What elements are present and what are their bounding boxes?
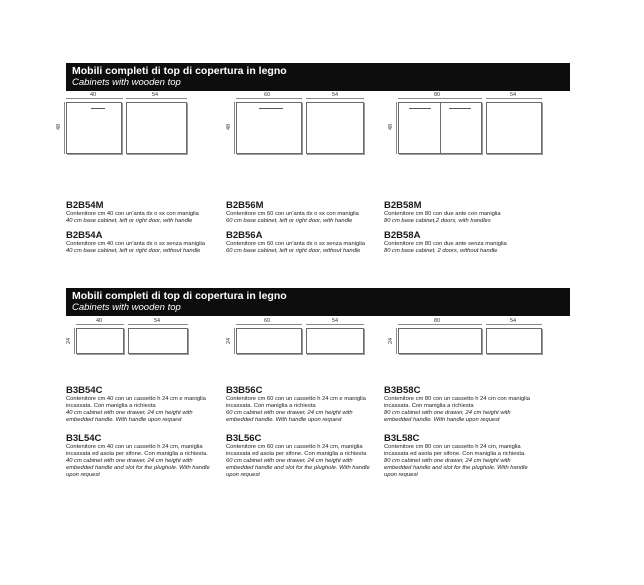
section-subtitle: Cabinets with wooden top xyxy=(72,302,181,313)
product-description-it: Contenitore cm 40 con un cassetto h 24 cm, maniglia incassata ed asola per sifone. Con maniglia a richiesta. xyxy=(66,444,208,457)
product-description-en: 40 cm base cabinet, left or right door, without handle xyxy=(66,248,201,254)
product-entry xyxy=(226,433,376,479)
product-code: B3B56C xyxy=(226,385,263,396)
cabinet-front xyxy=(76,328,124,354)
product-description-en: 80 cm cabinet with one drawer, 24 cm height with embedded handle. With handle upon request xyxy=(384,410,511,423)
drawer-cabinet-drawing-40 xyxy=(66,316,206,360)
dimension-depth: 54 xyxy=(332,318,339,324)
product-description-it: Contenitore cm 40 con un'anta dx o sx senza maniglia xyxy=(66,241,206,247)
product-entry xyxy=(66,385,216,424)
dimension-height: 48 xyxy=(388,123,394,130)
section-header xyxy=(66,288,570,316)
product-entry xyxy=(384,230,534,255)
cabinet-side xyxy=(486,102,542,154)
product-description-it: Contenitore cm 60 con un cassetto h 24 cm e maniglia incassata. Con maniglia a richiesta xyxy=(226,396,366,409)
product-code: B3B58C xyxy=(384,385,421,396)
product-description-en: 60 cm base cabinet, left or right door, without handle xyxy=(226,248,361,254)
product-code: B3L54C xyxy=(66,433,102,444)
dimension-height: 48 xyxy=(226,123,232,130)
product-code: B2B56M xyxy=(226,200,264,211)
product-code: B2B58A xyxy=(384,230,421,241)
product-entry xyxy=(384,200,534,225)
cabinet-drawing-60 xyxy=(226,92,376,162)
product-description-en: 60 cm cabinet with one drawer, 24 cm height with embedded handle. With handle upon request xyxy=(226,410,353,423)
door-handle xyxy=(449,108,471,109)
section-subtitle: Cabinets with wooden top xyxy=(72,77,181,88)
door-divider xyxy=(440,103,441,153)
cabinet-side xyxy=(126,102,187,154)
product-description-en: 80 cm base cabinet,2 doors, with handles xyxy=(384,218,491,224)
product-entry xyxy=(226,230,376,255)
product-description-en: 40 cm base cabinet, left or right door, with handle xyxy=(66,218,193,224)
cabinet-side xyxy=(486,328,542,354)
product-description-en: 60 cm base cabinet, left or right door, with handle xyxy=(226,218,353,224)
product-code: B2B54A xyxy=(66,230,103,241)
product-entry xyxy=(66,200,216,225)
product-code: B2B58M xyxy=(384,200,422,211)
cabinet-front xyxy=(236,102,302,154)
product-description-en: 40 cm cabinet with one drawer, 24 cm height with embedded handle and slot for the plughole. With handle upon request xyxy=(66,458,210,478)
dimension-height: 24 xyxy=(226,337,232,344)
dimension-width: 80 xyxy=(434,318,441,324)
section-title: Mobili completi di top di copertura in legno xyxy=(72,65,287,77)
dimension-depth: 54 xyxy=(332,92,339,98)
door-handle xyxy=(409,108,431,109)
product-description-it: Contenitore cm 80 con due ante senza maniglia xyxy=(384,241,507,247)
door-handle xyxy=(91,108,105,109)
dimension-depth: 54 xyxy=(510,318,517,324)
product-description-it: Contenitore cm 80 con un cassetto h 24 cm, maniglia incassata ed asola per sifone. Con maniglia a richiesta. xyxy=(384,444,526,457)
product-code: B2B54M xyxy=(66,200,104,211)
dimension-width: 40 xyxy=(96,318,103,324)
product-code: B3L56C xyxy=(226,433,262,444)
section-header xyxy=(66,63,570,91)
product-code: B2B56A xyxy=(226,230,263,241)
product-description-it: Contenitore cm 60 con un'anta dx o sx con maniglia xyxy=(226,211,359,217)
cabinet-drawing-40 xyxy=(56,92,206,162)
product-entry xyxy=(66,230,216,255)
cabinet-side xyxy=(306,328,364,354)
product-code: B3L58C xyxy=(384,433,420,444)
product-description-en: 60 cm cabinet with one drawer, 24 cm height with embedded handle and slot for the plughole. With handle upon request xyxy=(226,458,370,478)
cabinet-front xyxy=(398,102,482,154)
dimension-depth: 54 xyxy=(152,92,159,98)
product-description-it: Contenitore cm 40 con un'anta dx o sx con maniglia xyxy=(66,211,199,217)
drawer-cabinet-drawing-80 xyxy=(388,316,558,360)
cabinet-side xyxy=(128,328,188,354)
product-code: B3B54C xyxy=(66,385,103,396)
product-entry xyxy=(384,433,534,479)
section-title: Mobili completi di top di copertura in legno xyxy=(72,290,287,302)
cabinet-front xyxy=(398,328,482,354)
dimension-width: 60 xyxy=(264,318,271,324)
product-description-it: Contenitore cm 60 con un cassetto h 24 cm, maniglia incassata ed asola per sifone. Con maniglia a richiesta xyxy=(226,444,367,457)
dimension-height: 24 xyxy=(66,337,72,344)
product-entry xyxy=(226,200,376,225)
cabinet-side xyxy=(306,102,364,154)
product-description-en: 40 cm cabinet with one drawer, 24 cm height with embedded handle. With handle upon request xyxy=(66,410,193,423)
product-entry xyxy=(226,385,376,424)
dimension-depth: 54 xyxy=(510,92,517,98)
cabinet-front xyxy=(66,102,122,154)
dimension-depth: 54 xyxy=(154,318,161,324)
product-description-en: 80 cm cabinet with one drawer, 24 cm height with embedded handle and slot for the plughole. With handle upon request xyxy=(384,458,528,478)
product-entry xyxy=(384,385,534,424)
dimension-width: 80 xyxy=(434,92,441,98)
dimension-height: 24 xyxy=(388,337,394,344)
cabinet-front xyxy=(236,328,302,354)
product-description-it: Contenitore cm 80 con due ante con maniglia xyxy=(384,211,501,217)
door-handle xyxy=(259,108,283,109)
product-description-it: Contenitore cm 60 con un'anta dx o sx senza maniglia xyxy=(226,241,366,247)
drawer-cabinet-drawing-60 xyxy=(226,316,376,360)
dimension-height: 48 xyxy=(56,123,62,130)
dimension-width: 60 xyxy=(264,92,271,98)
dimension-width: 40 xyxy=(90,92,97,98)
product-entry xyxy=(66,433,216,479)
product-description-en: 80 cm base cabinet, 2 doors, without handle xyxy=(384,248,498,254)
cabinet-drawing-80 xyxy=(388,92,558,162)
product-description-it: Contenitore cm 80 con un cassetto h 24 cm con maniglia incassata. Con maniglia a richiesta xyxy=(384,396,530,409)
product-description-it: Contenitore cm 40 con un cassetto h 24 cm e maniglia incassata. Con maniglia a richiesta xyxy=(66,396,206,409)
